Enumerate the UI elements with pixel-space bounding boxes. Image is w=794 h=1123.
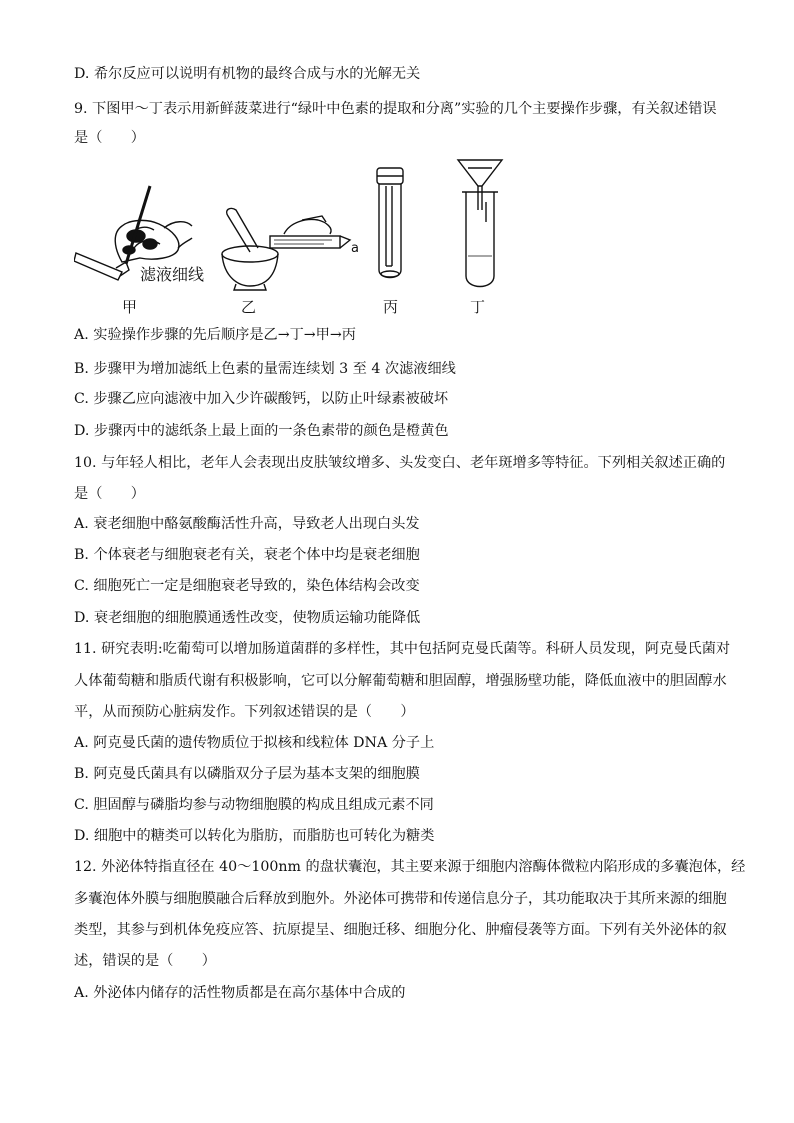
tube-marker-a: a [351, 241, 359, 256]
figure-label-jia: 甲 [122, 298, 138, 316]
q11-option-c: C. 胆固醇与磷脂均参与动物细胞膜的构成且组成元素不同 [74, 797, 434, 813]
lab-steps-illustration [74, 158, 544, 318]
q11-stem-line-3: 平，从而预防心脏病发作。下列叙述错误的是（ ） [74, 704, 415, 720]
figure-label-bing: 丙 [383, 298, 399, 316]
q11-stem-line-2: 人体葡萄糖和脂质代谢有积极影响，它可以分解葡萄糖和胆固醇，增强肠壁功能，降低血液中的胆固醇水 [74, 673, 727, 689]
q9-option-d: D. 步骤丙中的滤纸条上最上面的一条色素带的颜色是橙黄色 [74, 423, 449, 439]
q10-stem-line-1: 10. 与年轻人相比，老年人会表现出皮肤皱纹增多、头发变白、老年斑增多等特征。下列相关叙述正确的 [74, 455, 726, 471]
q9-stem-line-1: 9. 下图甲～丁表示用新鲜菠菜进行“绿叶中色素的提取和分离”实验的几个主要操作步骤，有关叙述错误 [74, 101, 717, 117]
step-ding-funnel [458, 160, 502, 287]
q12-option-a: A. 外泌体内储存的活性物质都是在高尔基体中合成的 [74, 985, 406, 1001]
q12-stem-line-4: 述，错误的是（ ） [74, 953, 216, 969]
q12-stem-line-3: 类型，其参与到机体免疫应答、抗原提呈、细胞迁移、细胞分化、肿瘤侵袭等方面。下列有关外泌体的叙 [74, 922, 727, 938]
figure-label-ding: 丁 [470, 298, 486, 316]
q9-option-b: B. 步骤甲为增加滤纸上色素的量需连续划 3 至 4 次滤液细线 [74, 361, 456, 377]
filter-line-label: 滤液细线 [140, 265, 205, 284]
q10-option-b: B. 个体衰老与细胞衰老有关，衰老个体中均是衰老细胞 [74, 547, 420, 563]
q11-option-b: B. 阿克曼氏菌具有以磷脂双分子层为基本支架的细胞膜 [74, 766, 420, 782]
q11-option-a: A. 阿克曼氏菌的遗传物质位于拟核和线粒体 DNA 分子上 [74, 735, 435, 751]
step-bing-tube [377, 168, 403, 278]
figure-label-yi: 乙 [241, 298, 257, 316]
q11-option-d: D. 细胞中的糖类可以转化为脂肪，而脂肪也可转化为糖类 [74, 828, 435, 844]
q10-option-a: A. 衰老细胞中酪氨酸酶活性升高，导致老人出现白头发 [74, 516, 420, 532]
q10-stem-line-2: 是（ ） [74, 486, 145, 502]
q12-stem-line-2: 多囊泡体外膜与细胞膜融合后释放到胞外。外泌体可携带和传递信息分子，其功能取决于其所来源的细胞 [74, 891, 727, 907]
q12-stem-line-1: 12. 外泌体特指直径在 40～100nm 的盘状囊泡，其主要来源于细胞内溶酶体微粒内陷形成的多囊泡体，经 [74, 859, 746, 875]
q10-option-c: C. 细胞死亡一定是细胞衰老导致的，染色体结构会改变 [74, 578, 420, 594]
q9-option-a: A. 实验操作步骤的先后顺序是乙→丁→甲→丙 [74, 327, 356, 343]
q11-stem-line-1: 11. 研究表明:吃葡萄可以增加肠道菌群的多样性，其中包括阿克曼氏菌等。科研人员发现，阿克曼氏菌对 [74, 641, 731, 657]
step-yi-mortar [222, 208, 350, 290]
q9-option-c: C. 步骤乙应向滤液中加入少许碳酸钙，以防止叶绿素被破坏 [74, 391, 449, 407]
q8-option-d: D. 希尔反应可以说明有机物的最终合成与水的光解无关 [74, 66, 421, 82]
q10-option-d: D. 衰老细胞的细胞膜通透性改变，使物质运输功能降低 [74, 610, 421, 626]
q9-stem-line-2: 是（ ） [74, 130, 145, 146]
q9-figure [74, 158, 544, 318]
